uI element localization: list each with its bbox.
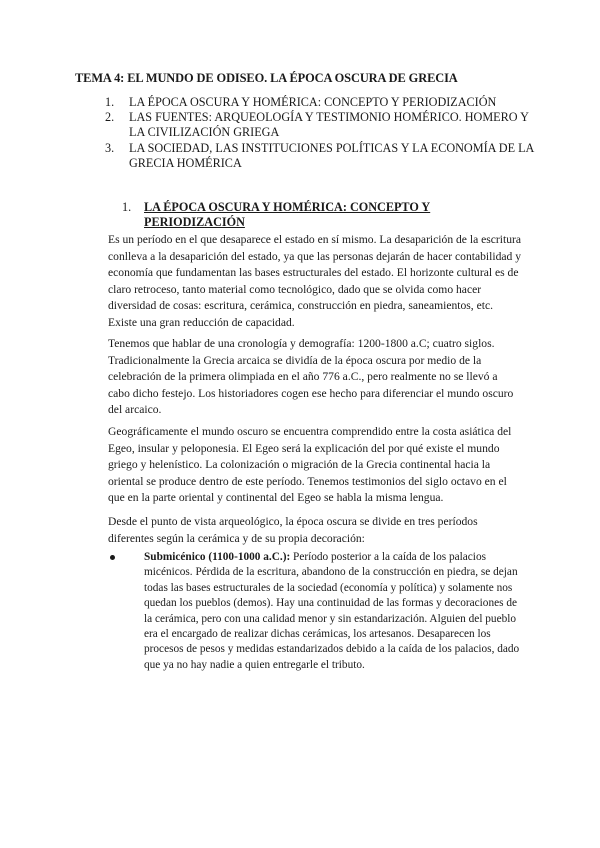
bullet-body: Período posterior a la caída de los palacios micénicos. Pérdida de la escritura, abandono de la construcción en piedra, se dejan todas las bases estructurales de la sociedad (economía y política) y solamente nos quedan los pueblos (demos). Hay una continuidad de las formas y decoraciones de la cerámica, pero con una calidad menor y sin estandarización. Alguien del pueblo era el encargado de realizar dichas cerámicas, los artesanos. Desaparecen los procesos de pesos y medidas estandarizados debido a la caída de los palacios, dado que ya no hay nadie a quien entregarle el tributo. [144,551,520,671]
bullet-icon [110,555,115,560]
toc-item [105,141,535,171]
bullet-text [124,550,524,673]
paragraph: Es un período en el que desaparece el estado en sí mismo. La desaparición de la escritura conlleva a la desaparición del estado, ya que las personas dejarán de hacer contabilidad y economía que fundamentan las bases estructurales del estado. El horizonte cultural es de claro retroceso, tanto material como tecnológico, dado que se olvida como hacer diversidad de cosas: escritura, cerámica, construcción en piedra, saneamientos, etc. Existe una gran reducción de capacidad. [108,233,522,329]
list-item [124,550,524,673]
toc-item-text: LA SOCIEDAD, LAS INSTITUCIONES POLÍTICAS Y LA ECONOMÍA DE LA GRECIA HOMÉRICA [129,140,534,170]
toc-item [105,110,535,140]
paragraph: Geográficamente el mundo oscuro se encuentra comprendido entre la costa asiática del Egeo, insular y peloponesia. El Egeo será la explicación del por qué existe el mundo griego y helenístico. La colonización o migración de la Grecia continental hacia la oriental se produce dentro de este período. Tenemos testimonios del siglo octavo en el que en la parte oriental y continental del Egeo se habla la misma lengua. [108,425,512,505]
paragraph: Tenemos que hablar de una cronología y demografía: 1200-1800 a.C; cuatro siglos. Tradicionalmente la Grecia arcaica se dividía de la época oscura por medio de la celebración de la primera olimpiada en el año 776 a.C., pero realmente no se llevó a cabo dicho festejo. Los historiadores cogen ese hecho para diferenciar el mundo oscuro del arcaico. [108,337,514,417]
bullet-title: Submicénico (1100-1000 a.C.): [144,551,291,563]
section-heading [122,200,462,230]
toc-item [105,95,535,110]
toc-item-number: 2. [105,110,115,125]
toc-item-number: 1. [105,95,115,109]
table-of-contents [105,95,535,171]
section-number: 1. [122,200,132,214]
toc-item-number: 3. [105,140,115,155]
section-heading-text: LA ÉPOCA OSCURA Y HOMÉRICA: CONCEPTO Y PERIODIZACIÓN [144,200,431,229]
toc-item-text: LAS FUENTES: ARQUEOLOGÍA Y TESTIMONIO HOMÉRICO. HOMERO Y LA CIVILIZACIÓN GRIEGA [129,110,529,140]
toc-item-text: LA ÉPOCA OSCURA Y HOMÉRICA: CONCEPTO Y PERIODIZACIÓN [129,95,497,109]
paragraph: Desde el punto de vista arqueológico, la época oscura se divide en tres períodos diferentes según la cerámica y de su propia decoración: [108,515,478,545]
page-title: TEMA 4: EL MUNDO DE ODISEO. LA ÉPOCA OSCURA DE GRECIA [75,71,458,85]
